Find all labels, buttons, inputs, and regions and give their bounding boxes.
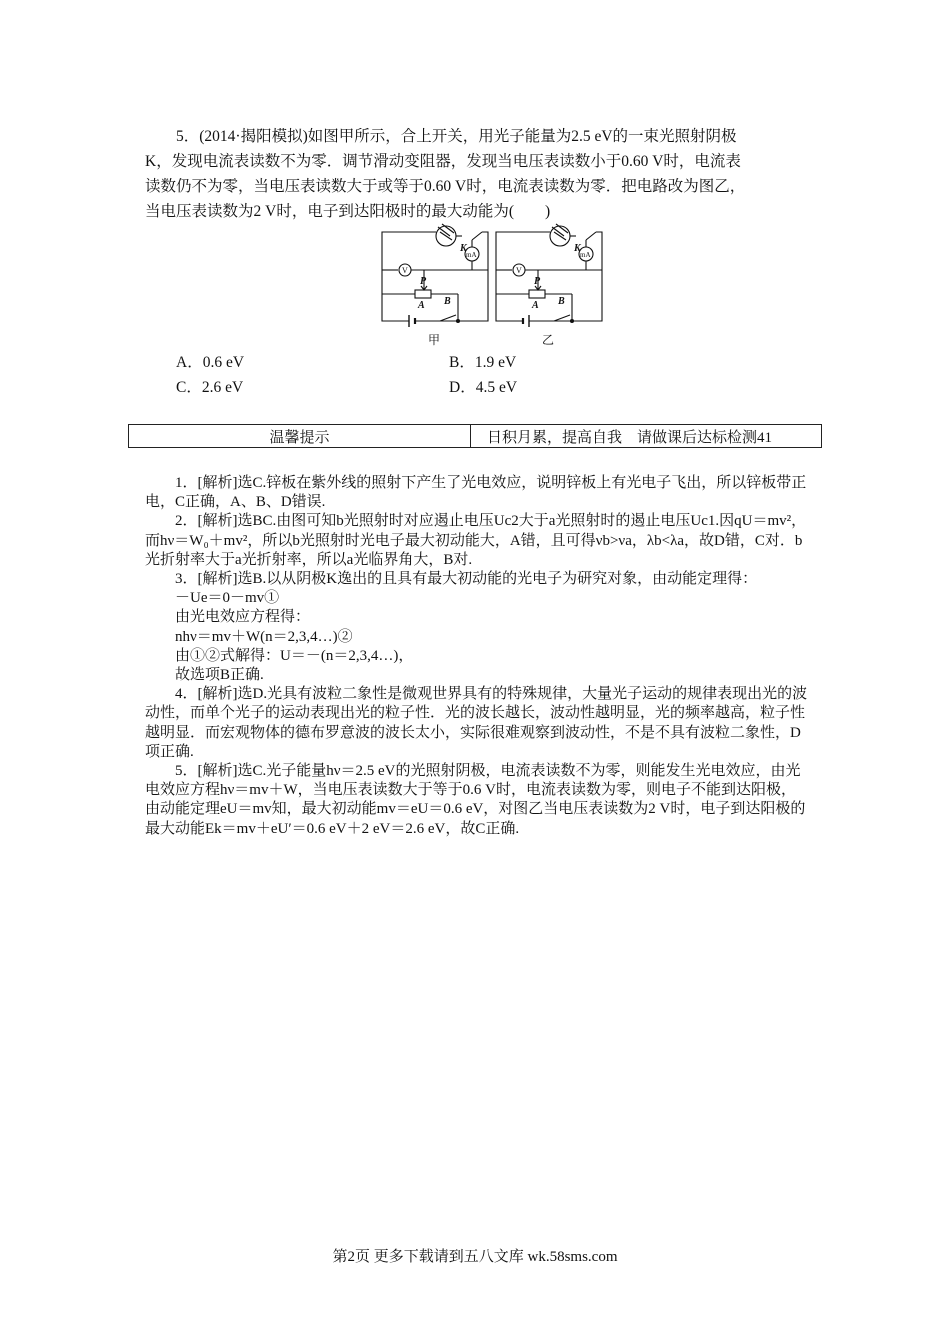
label-ma-jia: mA xyxy=(466,251,477,259)
tip-box xyxy=(128,424,822,448)
answer-1: 1．[解析]选C.锌板在紫外线的照射下产生了光电效应，说明锌板上有光电子飞出，所以锌板带正电，C正确，A、B、D错误. xyxy=(145,475,807,511)
label-v-yi: V xyxy=(516,266,522,275)
rheostat-icon xyxy=(529,290,545,298)
label-p-jia: P xyxy=(420,276,427,287)
rheostat-icon xyxy=(415,290,431,298)
question-line: 当电压表读数为2 V时，电子到达阳极时的最大动能为( ) xyxy=(145,203,551,220)
question-line: K，发现电流表读数不为零．调节滑动变阻器，发现当电压表读数小于0.60 V时，电流表 xyxy=(145,153,741,170)
answer-3-conclusion: 故选项B正确. xyxy=(175,667,264,684)
switch-icon xyxy=(554,315,570,321)
option-c: C．2.6 eV xyxy=(176,379,244,396)
answer-4: 4．[解析]选D.光具有波粒二象性是微观世界具有的特殊规律，大量光子运动的规律表现出光的波动性，而单个光子的运动表现出光的粒子性．光的波长越长，波动性越明显，光的频率越高，粒子性越明显．而宏观物体的德布罗意波的波长太小，实际很难观察到波动性，不是不具有波粒二象性，D项正确. xyxy=(145,686,808,760)
caption-yi: 乙 xyxy=(542,333,555,347)
label-a-yi: A xyxy=(532,300,539,311)
label-v-jia: V xyxy=(402,266,408,275)
answer-3: 3．[解析]选B.以从阴极K逸出的且具有最大初动能的光电子为研究对象，由动能定理得： xyxy=(175,571,758,588)
question-5 xyxy=(145,124,810,224)
answer-3-eq2: nhν＝mv＋W(n＝2,3,4…)② xyxy=(175,628,353,645)
answer-3-eq1: －Ue＝0－mv① xyxy=(175,590,280,607)
caption-jia: 甲 xyxy=(428,333,441,347)
label-p-yi: P xyxy=(534,276,541,287)
option-d: D．4.5 eV xyxy=(449,379,518,396)
tip-box-right: 日积月累，提高自我 请做课后达标检测41 xyxy=(471,425,822,448)
option-a: A．0.6 eV xyxy=(176,354,245,371)
label-a-jia: A xyxy=(418,300,425,311)
answer-3-solve: 由①②式解得：U＝－(n＝2,3,4…)， xyxy=(175,647,414,664)
answer-3-step: 由光电效应方程得： xyxy=(175,609,311,626)
circuit-jia xyxy=(382,224,488,327)
question-line: 5．(2014·揭阳模拟)如图甲所示，合上开关，用光子能量为2.5 eV的一束光照射阴极 xyxy=(176,128,737,145)
answer-2: 2．[解析]选BC.由图可知b光照射时对应遏止电压Uc2大于a光照射时的遏止电压Uc1.因qU＝mv²，而hν＝W₀＋mv²，所以b光照射时光电子最大初动能大，A错，且可得νb>νa，λb<λa，故D错，C对．b光折射率大于a光折射率，所以a光临界角大，B对. xyxy=(145,513,807,568)
answer-5: 5．[解析]选C.光子能量hν＝2.5 eV的光照射阴极，电流表读数不为零，则能发生光电效应，由光电效应方程hν＝mv＋W，当电压表读数大于等于0.6 V时，电流表读数为零，则电子不能到达阳极，由动能定理eU＝mv知，最大初动能mv＝eU＝0.6 eV，对图乙当电压表读数为2 V时，电子到达阳极的最大动能Ek＝mv＋eU′＝0.6 eV＋2 eV＝2.6 eV，故C正确. xyxy=(145,763,806,837)
label-ma-yi: mA xyxy=(580,251,591,259)
answer-section xyxy=(145,474,810,839)
option-b: B．1.9 eV xyxy=(449,354,517,371)
page-footer: 第2页 更多下载请到五八文库 wk.58sms.com xyxy=(332,1249,618,1265)
label-k-yi: K xyxy=(574,243,581,254)
label-k-jia: K xyxy=(460,243,467,254)
circuit-yi xyxy=(496,224,602,327)
question-line: 读数仍不为零，当电压表读数大于或等于0.60 V时，电流表读数为零．把电路改为图乙， xyxy=(145,178,746,195)
tip-box-left: 温馨提示 xyxy=(129,425,471,448)
switch-icon xyxy=(440,315,456,321)
label-b-yi: B xyxy=(558,296,565,307)
label-b-jia: B xyxy=(444,296,451,307)
circuit-diagrams xyxy=(380,222,620,350)
